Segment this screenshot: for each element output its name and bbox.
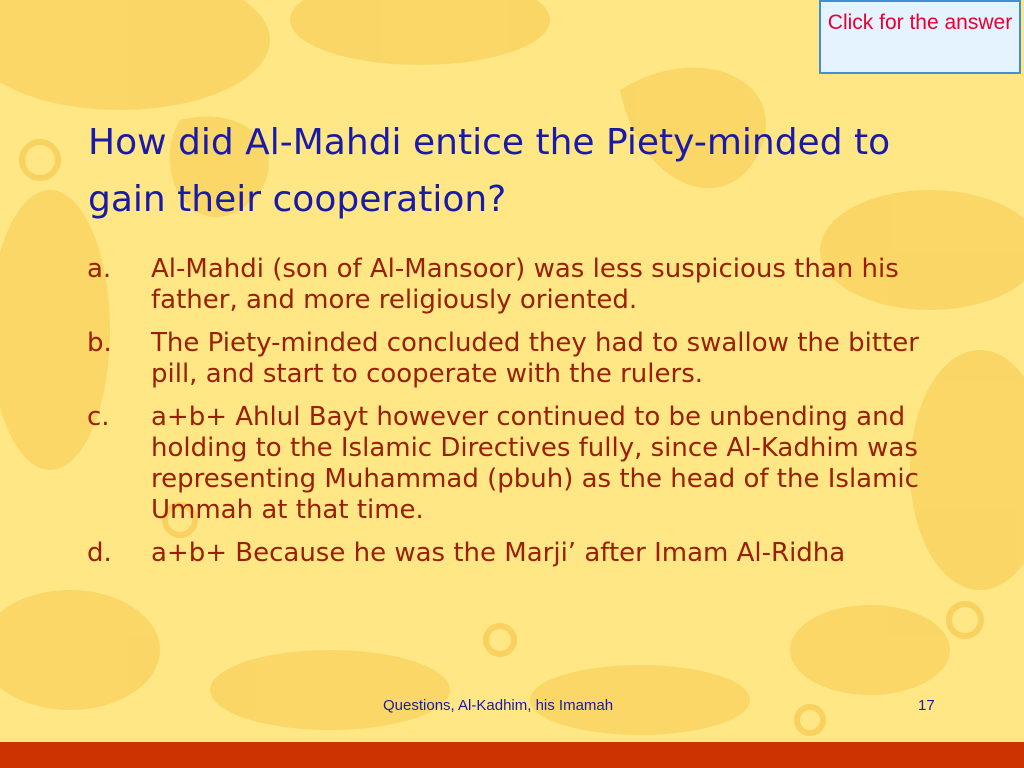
- option-marker-c: c.: [87, 402, 110, 432]
- option-marker-d: d.: [87, 538, 112, 568]
- option-marker-b: b.: [87, 328, 112, 358]
- option-d: [87, 538, 967, 569]
- option-text-c: a+b+ Ahlul Bayt however continued to be unbending and holding to the Islamic Directives fully, since Al-Kadhim was representing Muhammad (pbuh) as the head of the Islamic Ummah at that time.: [151, 402, 919, 525]
- answer-options: [87, 254, 967, 581]
- option-a: [87, 254, 967, 316]
- option-c: [87, 402, 967, 526]
- click-for-answer-button[interactable]: Click for the answer: [819, 0, 1021, 74]
- bottom-bar: [0, 742, 1024, 768]
- option-text-a: Al-Mahdi (son of Al-Mansoor) was less suspicious than his father, and more religiously oriented.: [151, 254, 899, 315]
- option-b: [87, 328, 967, 390]
- option-text-b: The Piety-minded concluded they had to swallow the bitter pill, and start to cooperate with the rulers.: [151, 328, 919, 389]
- slide-title: How did Al-Mahdi entice the Piety-minded to gain their cooperation?: [88, 122, 891, 220]
- option-marker-a: a.: [87, 254, 112, 284]
- option-text-d: a+b+ Because he was the Marji’ after Imam Al-Ridha: [151, 538, 846, 568]
- page-number: 17: [918, 697, 935, 714]
- slide-footer: Questions, Al-Kadhim, his Imamah: [383, 697, 614, 714]
